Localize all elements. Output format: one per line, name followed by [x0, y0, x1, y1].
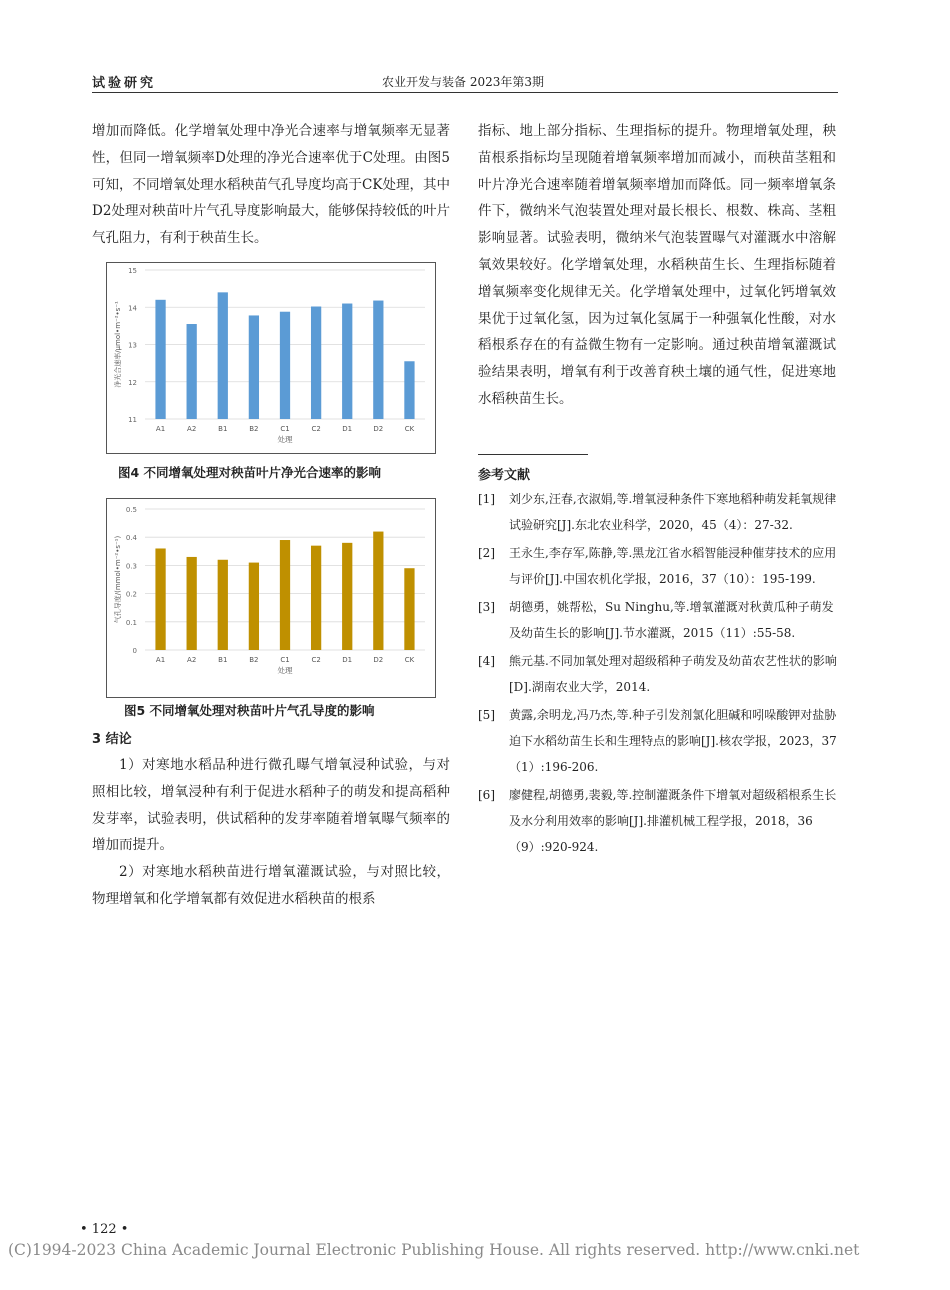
x-tick-label: D1: [342, 656, 353, 664]
bar-a1: [155, 548, 165, 650]
bar-d1: [342, 304, 352, 419]
reference-text: 胡德勇，姚帮松，Su Ninghu,等.增氧灌溉对秋黄瓜种子萌发及幼苗生长的影响[J].节水灌溉，2015（11）:55-58.: [509, 600, 834, 640]
y-tick-label: 0.1: [125, 618, 137, 627]
reference-number: [5]: [478, 708, 495, 722]
intro-paragraph: 增加而降低。化学增氧处理中净光合速率与增氧频率无显著性，但同一增氧频率D处理的净光合速率优于C处理。由图5可知，不同增氧处理水稻秧苗气孔导度均高于CK处理，其中D2处理对秧苗叶片气孔导度影响最大，能够保持较低的叶片气孔阻力，有利于秧苗生长。: [92, 123, 450, 247]
reference-item: [478, 648, 838, 700]
reference-number: [6]: [478, 788, 495, 802]
bar-c2: [311, 546, 321, 650]
x-tick-label: D2: [373, 656, 384, 664]
reference-text: 刘少东,汪春,衣淑娟,等.增氧浸种条件下寒地稻种萌发耗氧规律试验研究[J].东北农业科学，2020，45（4）：27-32.: [509, 492, 837, 532]
bar-c2: [311, 307, 321, 419]
y-tick-label: 0.3: [125, 562, 137, 571]
copyright-footer: (C)1994-2023 China Academic Journal Electronic Publishing House. All rights reserved. http://www.cnki.net: [8, 1241, 860, 1259]
conclusion-item-1: 1）对寒地水稻品种进行微孔曝气增氧浸种试验，与对照相比较，增氧浸种有利于促进水稻种子的萌发和提高稻种发芽率，试验表明，供试稻种的发芽率随着增氧曝气频率的增加而提升。: [92, 757, 450, 854]
x-tick-label: A1: [155, 425, 166, 433]
x-tick-label: C2: [311, 656, 321, 664]
y-tick-label: 12: [128, 378, 137, 387]
x-tick-label: CK: [404, 425, 415, 433]
x-tick-label: A2: [187, 425, 197, 433]
figure-5: [106, 498, 436, 698]
conclusion-block: [92, 752, 450, 913]
reference-number: [1]: [478, 492, 495, 506]
bar-d1: [342, 543, 352, 650]
bar-a2: [187, 557, 197, 650]
y-tick-label: 0: [132, 647, 137, 655]
bar-b1: [218, 560, 228, 650]
x-tick-label: A1: [155, 656, 166, 664]
right-column: [478, 118, 836, 413]
y-tick-label: 14: [128, 304, 137, 313]
y-tick-label: 11: [128, 416, 137, 424]
x-tick-label: CK: [404, 656, 415, 664]
figure-4-caption: 图4 不同增氧处理对秧苗叶片净光合速率的影响: [118, 465, 382, 480]
reference-list: [478, 486, 838, 862]
reference-text: 王永生,李存军,陈静,等.黑龙江省水稻智能浸种催芽技术的应用与评价[J].中国农机化学报，2016，37（10）：195-199.: [509, 546, 837, 586]
header-rule: [92, 92, 838, 93]
bar-d2: [373, 532, 383, 650]
references-title: 参考文献: [478, 468, 531, 483]
running-header: [92, 72, 838, 92]
bar-c1: [280, 312, 290, 419]
bar-b1: [218, 292, 228, 419]
figure-5-chart: [107, 499, 435, 697]
x-tick-label: D1: [342, 425, 353, 433]
figure-4-chart: [107, 263, 435, 453]
reference-item: [478, 702, 838, 780]
x-tick-label: C1: [280, 656, 290, 664]
reference-number: [2]: [478, 546, 495, 560]
x-axis-title: 处理: [277, 435, 293, 444]
bar-d2: [373, 301, 383, 419]
y-axis-title: 气孔导度/(mmol•m⁻²•s⁻¹): [114, 535, 122, 624]
y-tick-label: 15: [128, 267, 137, 275]
reference-text: 廖健程,胡德勇,裴毅,等.控制灌溉条件下增氧对超级稻根系生长及水分利用效率的影响[J].排灌机械工程学报，2018，36（9）:920-924.: [509, 788, 837, 854]
bar-a1: [155, 300, 165, 419]
x-tick-label: A2: [187, 656, 197, 664]
section-label: 试验研究: [92, 76, 157, 91]
x-tick-label: C1: [280, 425, 290, 433]
section-3-heading: 3 结论: [92, 732, 132, 747]
bar-c1: [280, 540, 290, 650]
reference-item: [478, 486, 838, 538]
figure-5-caption: 图5 不同增氧处理对秧苗叶片气孔导度的影响: [124, 703, 375, 718]
reference-item: [478, 594, 838, 646]
page-number: • 122 •: [80, 1222, 129, 1237]
bar-b2: [249, 315, 259, 419]
y-tick-label: 0.4: [125, 534, 137, 543]
right-paragraph: 指标、地上部分指标、生理指标的提升。物理增氧处理，秧苗根系指标均呈现随着增氧频率增加而减小，而秧苗茎粗和叶片净光合速率随着增氧频率增加而降低。同一频率增氧条件下，微纳米气泡装置处理对最长根长、根数、株高、茎粗影响显著。试验表明，微纳米气泡装置曝气对灌溉水中溶解氧效果较好。化学增氧处理，水稻秧苗生长、生理指标随着增氧频率变化规律无关。化学增氧处理中，过氧化钙增氧效果优于过氧化氢，因为过氧化氢属于一种强氧化性酸，对水稻根系存在的有益微生物有一定影响。通过秧苗增氧灌溉试验结果表明，增氧有利于改善育秧土壤的通气性，促进寒地水稻秧苗生长。: [478, 123, 836, 407]
conclusion-item-2: 2）对寒地水稻秧苗进行增氧灌溉试验，与对照比较，物理增氧和化学增氧都有效促进水稻秧苗的根系: [92, 864, 450, 907]
y-axis-title: 净光合速率/μmol•m⁻²•s⁻¹: [114, 301, 122, 388]
x-tick-label: B2: [249, 656, 259, 664]
x-tick-label: B1: [218, 425, 228, 433]
x-tick-label: B2: [249, 425, 259, 433]
y-tick-label: 13: [128, 341, 137, 350]
x-axis-title: 处理: [277, 666, 293, 675]
reference-text: 熊元基.不同加氧处理对超级稻种子萌发及幼苗农艺性状的影响[D].湖南农业大学，2014.: [509, 654, 837, 694]
journal-issue: 农业开发与装备 2023年第3期: [382, 75, 544, 89]
x-tick-label: B1: [218, 656, 228, 664]
bar-a2: [187, 324, 197, 419]
reference-number: [4]: [478, 654, 495, 668]
left-column: [92, 118, 450, 252]
bar-ck: [404, 361, 414, 419]
reference-text: 黄露,余明龙,冯乃杰,等.种子引发剂氯化胆碱和吲哚酸钾对盐胁迫下水稻幼苗生长和生理特点的影响[J].核农学报，2023，37（1）:196-206.: [509, 708, 837, 774]
reference-number: [3]: [478, 600, 495, 614]
y-tick-label: 0.5: [125, 506, 137, 514]
y-tick-label: 0.2: [125, 590, 137, 599]
figure-4: [106, 262, 436, 454]
references-rule: [478, 454, 588, 455]
reference-item: [478, 540, 838, 592]
bar-ck: [404, 568, 414, 650]
bar-b2: [249, 563, 259, 650]
x-tick-label: D2: [373, 425, 384, 433]
x-tick-label: C2: [311, 425, 321, 433]
reference-item: [478, 782, 838, 860]
